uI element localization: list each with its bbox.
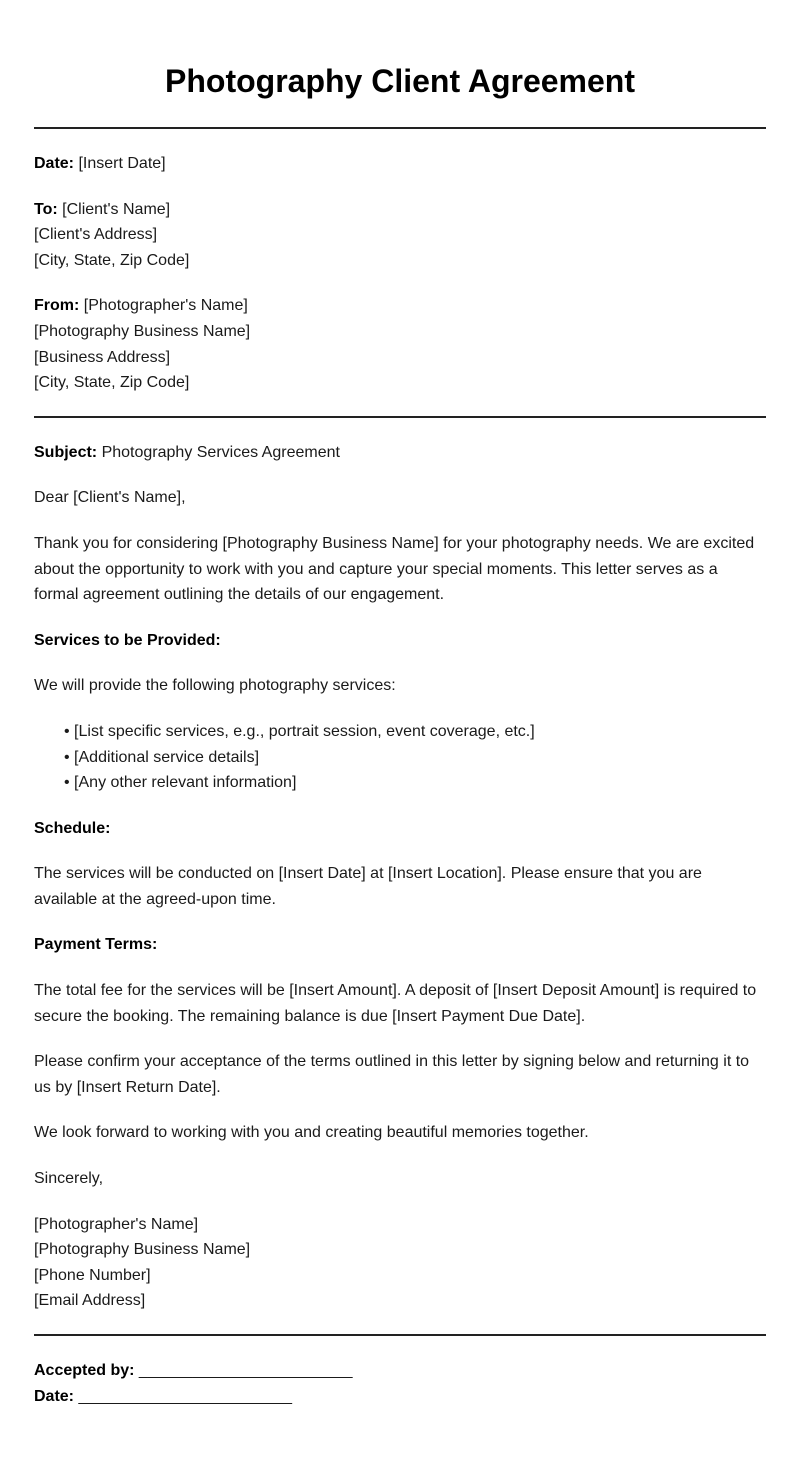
- business-name: [Photography Business Name]: [34, 322, 251, 340]
- subject-label: Subject:: [34, 443, 98, 461]
- services-intro: We will provide the following photography services:: [34, 677, 396, 695]
- signature-block: [34, 1212, 766, 1314]
- from-label: From:: [34, 297, 80, 315]
- signature-email: [Email Address]: [34, 1292, 146, 1310]
- services-list: [34, 719, 766, 796]
- accepted-by-line[interactable]: ________________________: [138, 1362, 353, 1379]
- client-name: [Client's Name]: [62, 200, 171, 218]
- accepted-by-label: Accepted by:: [34, 1362, 135, 1379]
- acceptance-date-line[interactable]: ________________________: [78, 1387, 293, 1405]
- list-item: • [List specific services, e.g., portrait session, event coverage, etc.]: [64, 719, 766, 745]
- sender-block: [34, 293, 766, 395]
- intro-paragraph: Thank you for considering [Photography Business Name] for your photography needs. We are excited about the opportunity to work with you and capture your special moments. This letter serves as a formal agreement outlining the details of our engagement.: [34, 534, 755, 604]
- date-value: [Insert Date]: [78, 155, 166, 172]
- confirm-paragraph: Please confirm your acceptance of the terms outlined in this letter by signing below and returning it to us by [Insert Return Date].: [34, 1053, 750, 1096]
- recipient-block: [34, 197, 766, 274]
- divider-top: [34, 127, 766, 129]
- services-heading: Services to be Provided:: [34, 631, 221, 649]
- business-address: [Business Address]: [34, 348, 171, 366]
- signature-name: [Photographer's Name]: [34, 1215, 199, 1233]
- client-address: [Client's Address]: [34, 226, 158, 244]
- to-label: To:: [34, 200, 58, 218]
- greeting: Dear [Client's Name],: [34, 489, 186, 507]
- sign-off: Sincerely,: [34, 1170, 104, 1188]
- date-label: Date:: [34, 155, 75, 172]
- signature-phone: [Phone Number]: [34, 1266, 151, 1284]
- divider-middle: [34, 416, 766, 418]
- business-city: [City, State, Zip Code]: [34, 374, 190, 392]
- payment-heading: Payment Terms:: [34, 936, 158, 954]
- list-item: • [Any other relevant information]: [64, 770, 766, 796]
- schedule-heading: Schedule:: [34, 819, 111, 837]
- subject-line: [34, 440, 766, 466]
- acceptance-block: [34, 1358, 766, 1409]
- document-title: Photography Client Agreement: [165, 63, 635, 99]
- photographer-name: [Photographer's Name]: [83, 297, 248, 315]
- client-city: [City, State, Zip Code]: [34, 251, 190, 269]
- closing-note: We look forward to working with you and creating beautiful memories together.: [34, 1124, 589, 1142]
- signature-business: [Photography Business Name]: [34, 1241, 251, 1259]
- subject-value: Photography Services Agreement: [101, 443, 340, 461]
- list-item: • [Additional service details]: [64, 745, 766, 771]
- payment-text: The total fee for the services will be [Insert Amount]. A deposit of [Insert Deposit Amount] is required to secure the booking. The remaining balance is due [Insert Payment Due Date].: [34, 982, 757, 1025]
- schedule-text: The services will be conducted on [Insert Date] at [Insert Location]. Please ensure that you are available at the agreed-upon time.: [34, 865, 702, 908]
- acceptance-date-label: Date:: [34, 1387, 75, 1405]
- date-line: [34, 151, 766, 177]
- divider-bottom: [34, 1334, 766, 1336]
